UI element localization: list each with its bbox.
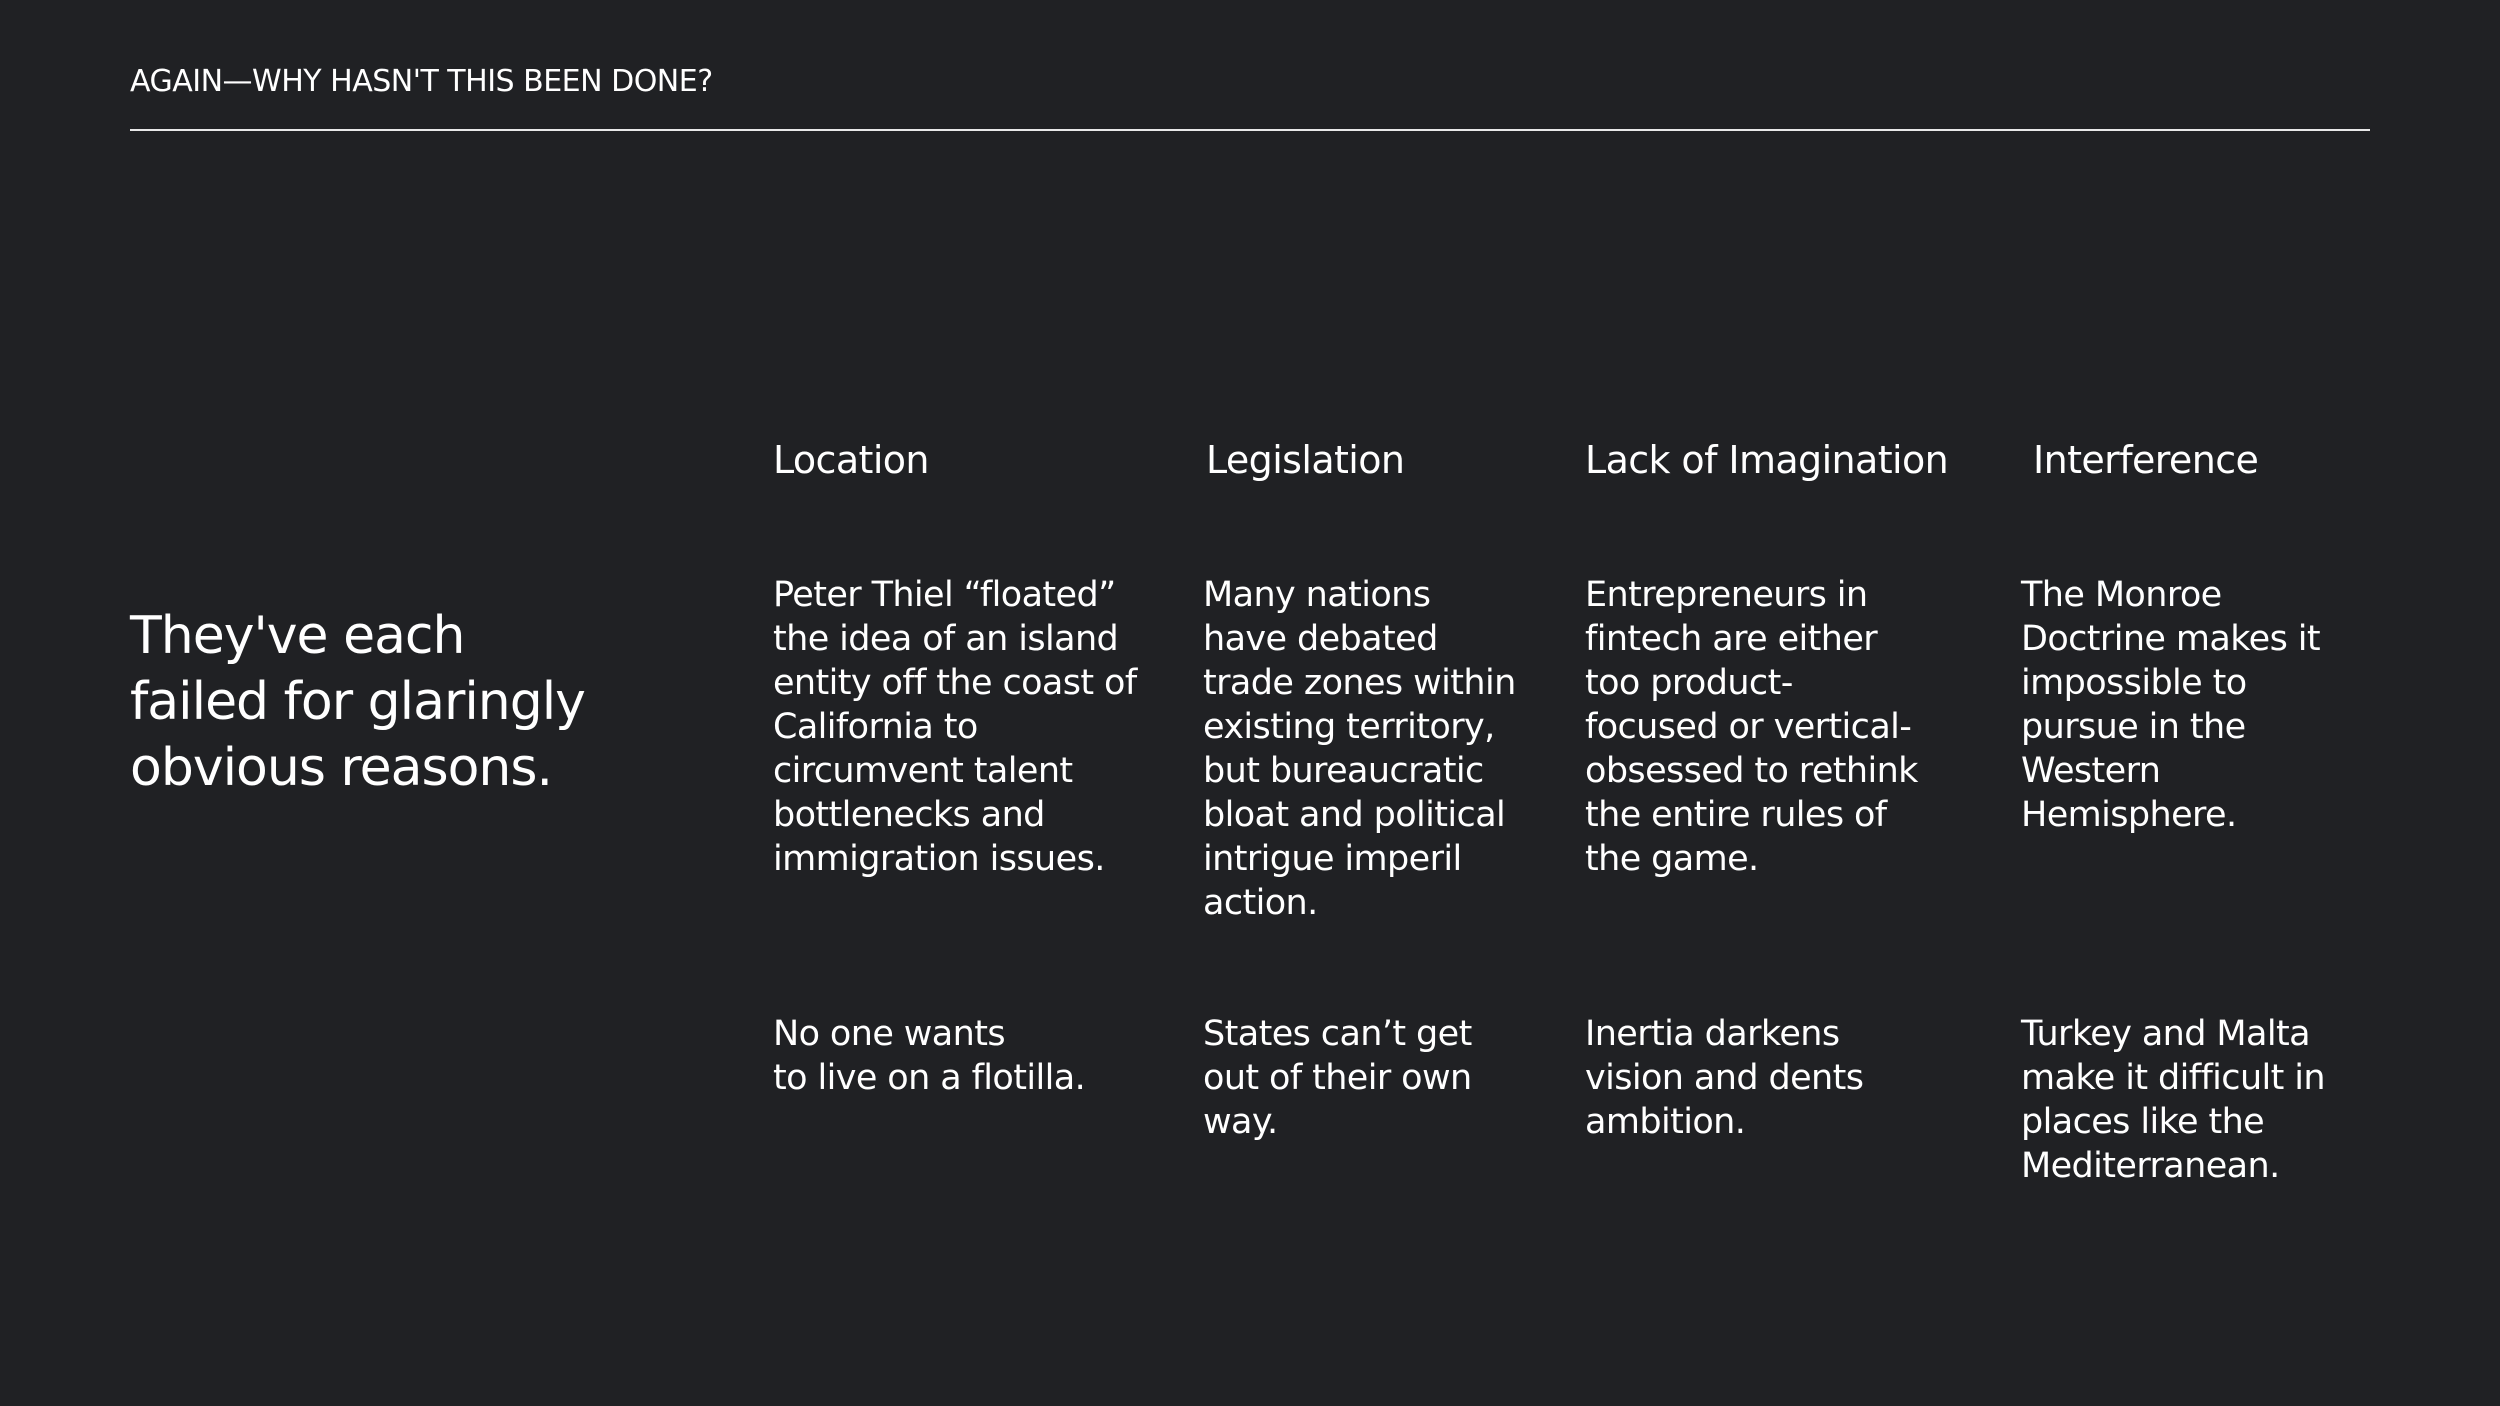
header-divider (130, 129, 2370, 131)
lead-statement: They've each failed for glaringly obvious reasons. (130, 606, 585, 798)
section-title: AGAIN—WHY HASN'T THIS BEEN DONE? (130, 64, 713, 99)
column-summary-location: No one wants to live on a flotilla. (773, 1014, 1086, 1098)
column-detail-interference: The Monroe Doctrine makes it impossible to pursue in the Western Hemisphere. (2021, 575, 2320, 835)
column-heading-location: Location (773, 438, 929, 482)
column-summary-interference: Turkey and Malta make it difficult in places like the Mediterranean. (2021, 1014, 2326, 1186)
column-heading-lack-of-imagination: Lack of Imagination (1585, 438, 1949, 482)
column-detail-lack-of-imagination: Entrepreneurs in fintech are either too product- focused or vertical- obsessed to rethink the entire rules of the game. (1585, 575, 1918, 879)
column-heading-interference: Interference (2033, 438, 2259, 482)
column-summary-legislation: States can’t get out of their own way. (1203, 1014, 1472, 1142)
column-heading-legislation: Legislation (1206, 438, 1405, 482)
column-summary-lack-of-imagination: Inertia darkens vision and dents ambition. (1585, 1014, 1864, 1142)
column-detail-location: Peter Thiel “floated” the idea of an island entity off the coast of California to circumvent talent bottlenecks and immigration issues. (773, 575, 1137, 879)
column-detail-legislation: Many nations have debated trade zones within existing territory, but bureaucratic bloat and political intrigue imperil action. (1203, 575, 1516, 923)
